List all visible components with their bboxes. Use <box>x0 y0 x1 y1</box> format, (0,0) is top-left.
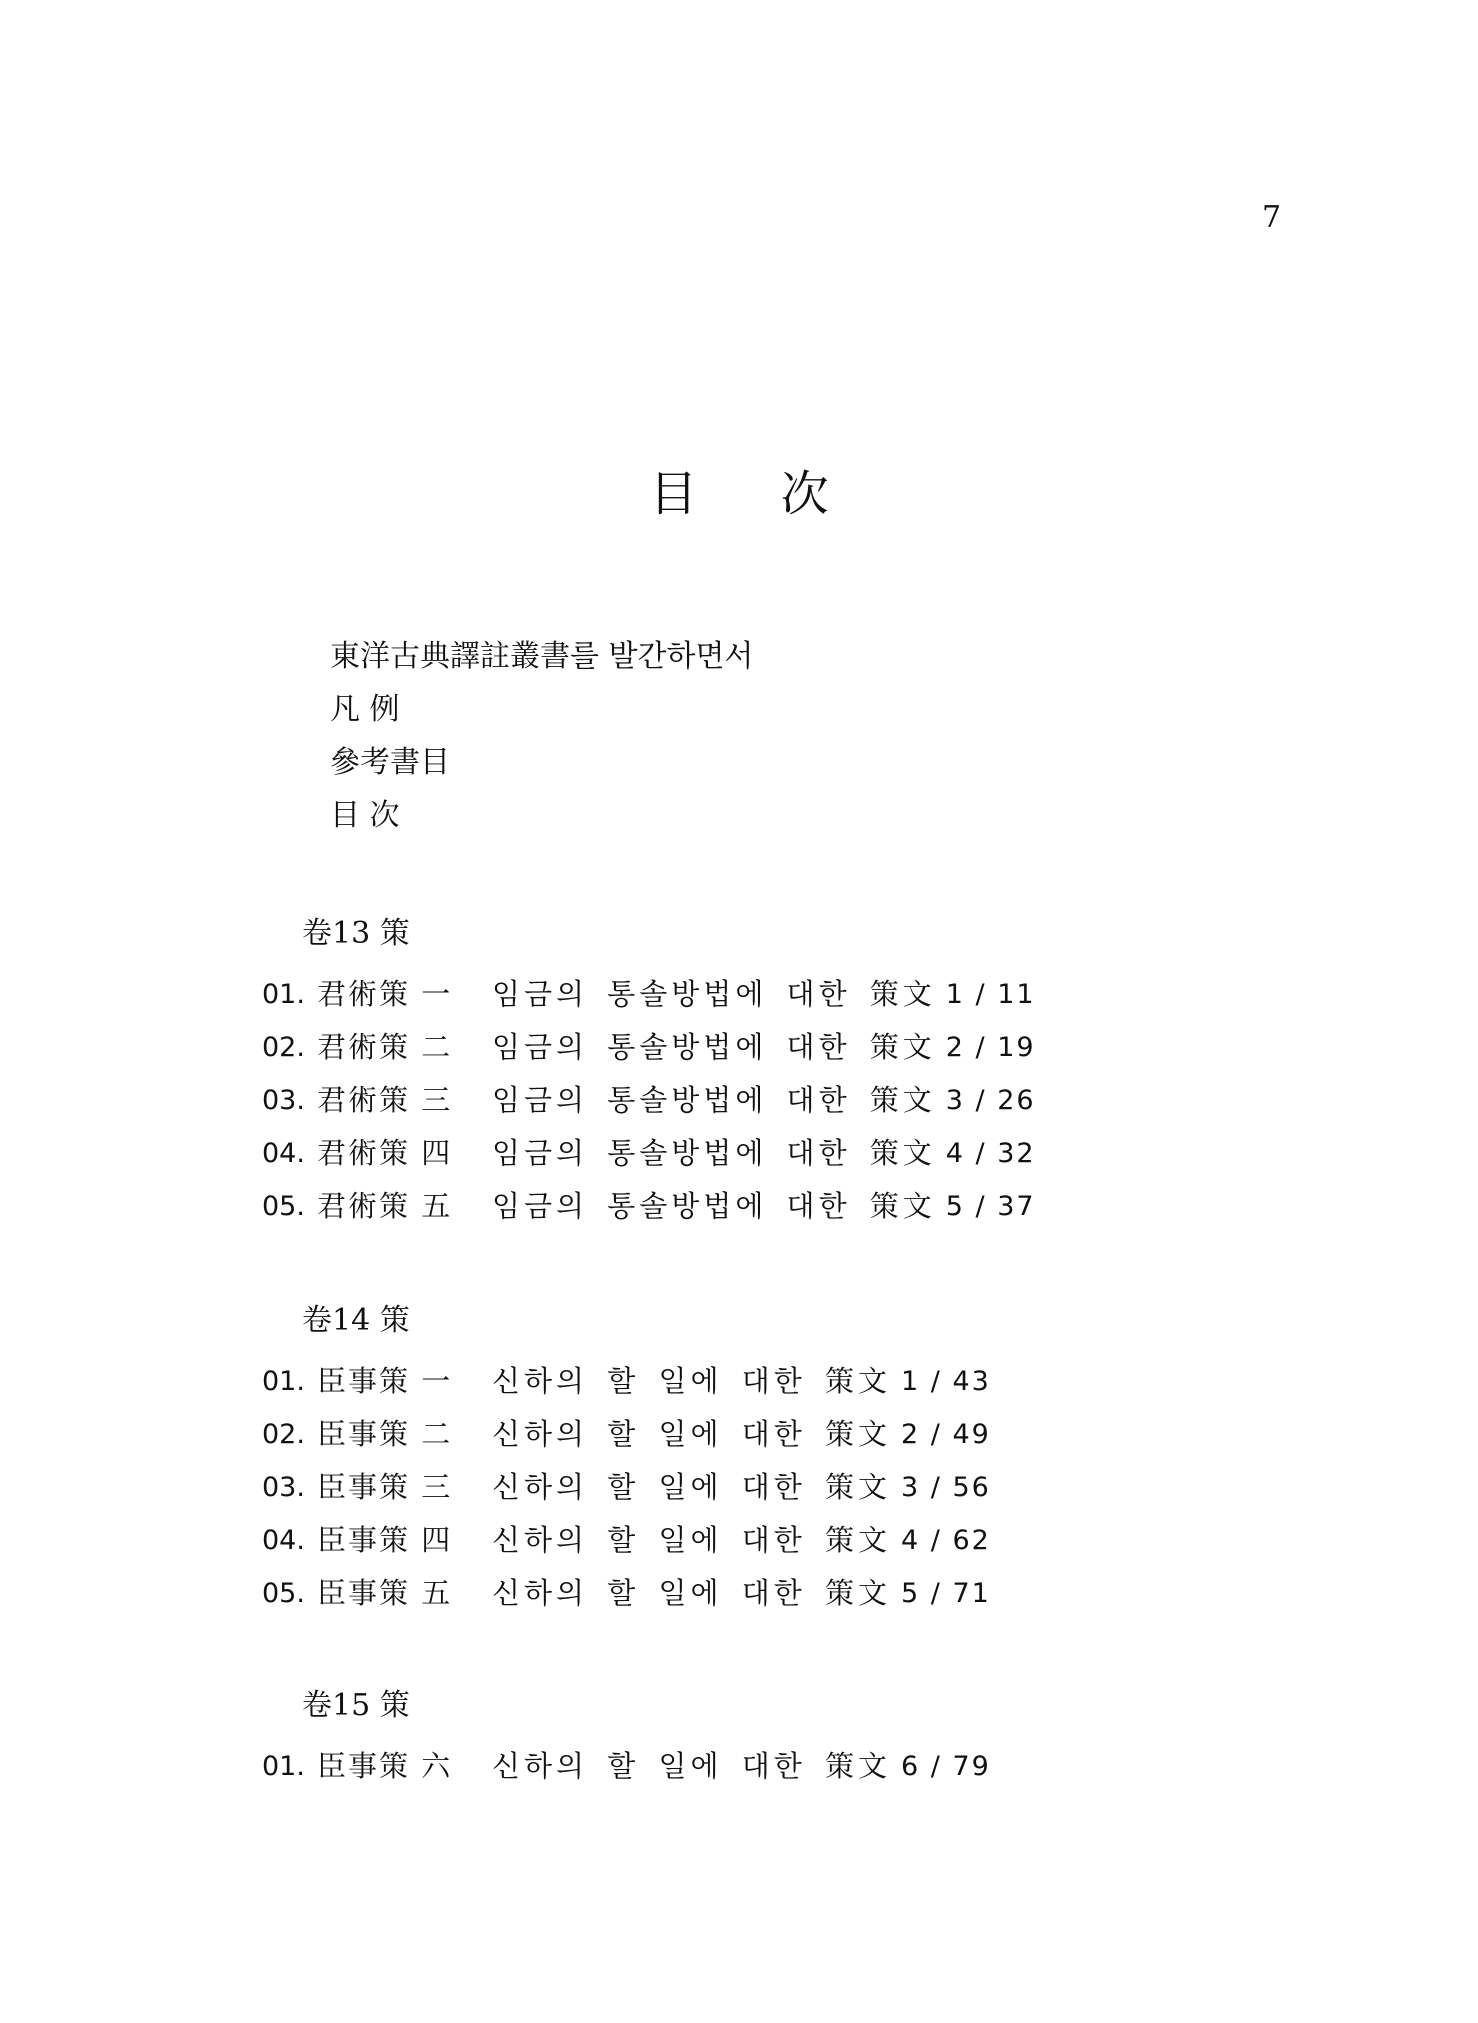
toc-entry[interactable] <box>262 1021 1036 1074</box>
entry-description: 임금의 통솔방법에 대한 策文 <box>492 1189 936 1223</box>
entry-page: 2 / 19 <box>945 1032 1036 1063</box>
entry-page: 4 / 62 <box>901 1525 991 1556</box>
toc-entry[interactable] <box>262 1074 1036 1127</box>
section-heading-15: 卷15 策 <box>302 1688 410 1723</box>
entry-name: 臣事策 六 <box>317 1749 453 1783</box>
entry-description: 임금의 통솔방법에 대한 策文 <box>492 1083 936 1117</box>
page-number: 7 <box>1262 200 1282 235</box>
entry-number: 04. <box>262 1525 305 1556</box>
front-item-references[interactable]: 參考書目 <box>330 745 450 780</box>
toc-entry[interactable] <box>262 1740 991 1793</box>
entry-page: 1 / 11 <box>945 979 1036 1010</box>
front-item-preface[interactable]: 東洋古典譯註叢書를 발간하면서 <box>330 639 754 674</box>
entry-number: 02. <box>262 1419 305 1450</box>
entry-name: 臣事策 五 <box>317 1576 453 1610</box>
entry-name: 臣事策 一 <box>317 1364 453 1398</box>
entry-description: 신하의 할 일에 대한 策文 <box>492 1523 891 1557</box>
entry-page: 3 / 26 <box>945 1085 1036 1116</box>
entry-name: 君術策 三 <box>317 1083 453 1117</box>
section-list-15 <box>262 1740 991 1793</box>
front-item-conventions[interactable]: 凡 例 <box>330 692 400 727</box>
toc-entry[interactable] <box>262 968 1036 1021</box>
entry-description: 신하의 할 일에 대한 策文 <box>492 1470 891 1504</box>
entry-name: 臣事策 二 <box>317 1417 453 1451</box>
entry-description: 신하의 할 일에 대한 策文 <box>492 1417 891 1451</box>
entry-name: 君術策 二 <box>317 1030 453 1064</box>
toc-entry[interactable] <box>262 1355 991 1408</box>
entry-description: 신하의 할 일에 대한 策文 <box>492 1364 891 1398</box>
entry-number: 02. <box>262 1032 305 1063</box>
section-list-14 <box>262 1355 991 1620</box>
section-list-13 <box>262 968 1036 1233</box>
page-title: 目 次 <box>649 466 863 522</box>
entry-name: 臣事策 四 <box>317 1523 453 1557</box>
entry-number: 03. <box>262 1472 305 1503</box>
entry-number: 03. <box>262 1085 305 1116</box>
entry-number: 04. <box>262 1138 305 1169</box>
toc-entry[interactable] <box>262 1180 1036 1233</box>
entry-page: 6 / 79 <box>901 1751 991 1782</box>
toc-entry[interactable] <box>262 1514 991 1567</box>
section-heading-14: 卷14 策 <box>302 1303 410 1338</box>
entry-description: 임금의 통솔방법에 대한 策文 <box>492 1030 936 1064</box>
entry-number: 05. <box>262 1191 305 1222</box>
entry-page: 5 / 71 <box>901 1578 991 1609</box>
entry-number: 01. <box>262 1366 305 1397</box>
entry-number: 05. <box>262 1578 305 1609</box>
entry-number: 01. <box>262 1751 305 1782</box>
entry-page: 1 / 43 <box>901 1366 991 1397</box>
front-item-contents[interactable]: 目 次 <box>330 798 400 833</box>
entry-page: 3 / 56 <box>901 1472 991 1503</box>
entry-description: 신하의 할 일에 대한 策文 <box>492 1749 891 1783</box>
front-matter-list <box>330 630 753 842</box>
entry-description: 임금의 통솔방법에 대한 策文 <box>492 977 936 1011</box>
entry-page: 4 / 32 <box>945 1138 1036 1169</box>
toc-entry[interactable] <box>262 1408 991 1461</box>
toc-entry[interactable] <box>262 1567 991 1620</box>
entry-name: 君術策 五 <box>317 1189 453 1223</box>
entry-name: 君術策 四 <box>317 1136 453 1170</box>
entry-page: 5 / 37 <box>945 1191 1036 1222</box>
entry-number: 01. <box>262 979 305 1010</box>
entry-description: 신하의 할 일에 대한 策文 <box>492 1576 891 1610</box>
entry-name: 臣事策 三 <box>317 1470 453 1504</box>
entry-description: 임금의 통솔방법에 대한 策文 <box>492 1136 936 1170</box>
toc-entry[interactable] <box>262 1461 991 1514</box>
entry-name: 君術策 一 <box>317 977 453 1011</box>
toc-entry[interactable] <box>262 1127 1036 1180</box>
section-heading-13: 卷13 策 <box>302 916 410 951</box>
entry-page: 2 / 49 <box>901 1419 991 1450</box>
